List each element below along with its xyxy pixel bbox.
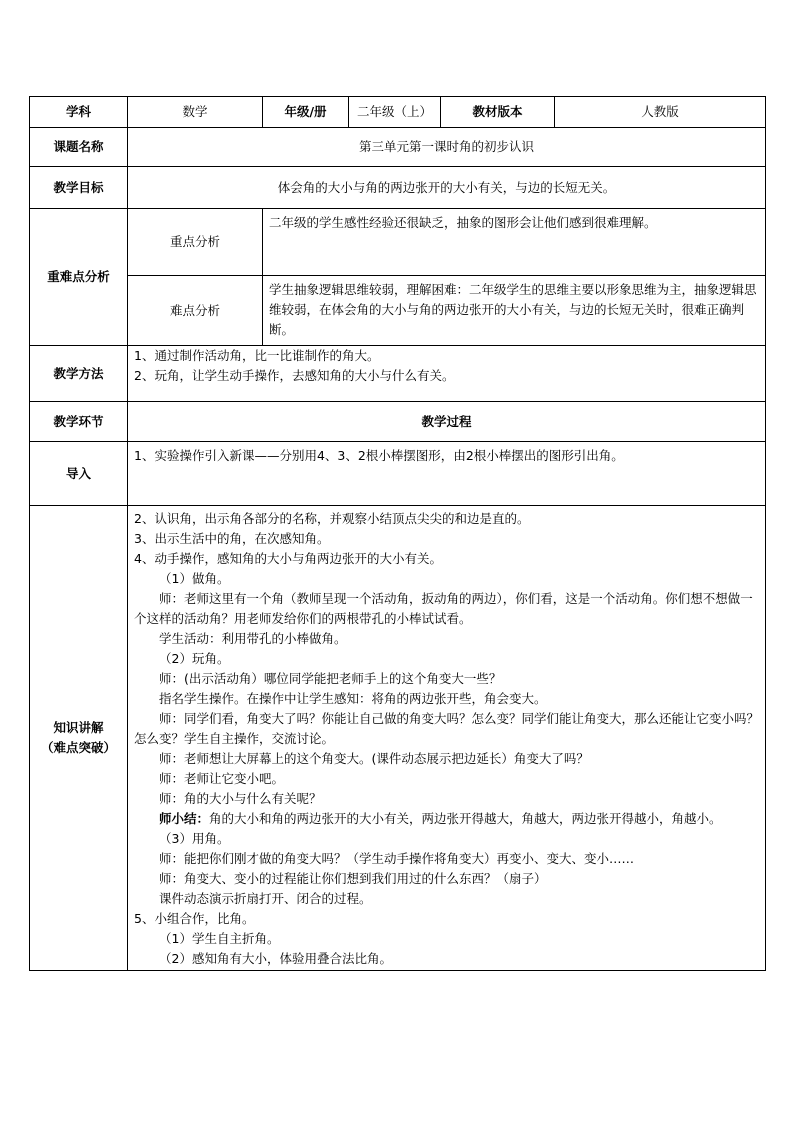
edition-label: 教材版本 (441, 97, 555, 128)
knowledge-line: （2）玩角。 (159, 651, 230, 666)
edition-value: 人教版 (555, 97, 766, 128)
knowledge-line: （2）感知角有大小，体验用叠合法比角。 (159, 951, 392, 966)
knowledge-line: 师：老师这里有一个角（教师呈现一个活动角，扳动角的两边），你们看，这是一个活动角。你们想不想做一个这样的活动角？用老师发给你们的两根带孔的小棒试试看。 (134, 591, 753, 626)
knowledge-line: 师：老师想让大屏幕上的这个角变大。(课件动态展示把边延长）角变大了吗？ (159, 751, 589, 766)
key-point-row (30, 209, 766, 276)
knowledge-label (30, 506, 128, 971)
key-point-text: 二年级的学生感性经验还很缺乏，抽象的图形会让他们感到很难理解。 (263, 209, 766, 276)
knowledge-line: 2、认识角，出示角各部分的名称，并观察小结顶点尖尖的和边是直的。 (134, 511, 530, 526)
hard-point-row (30, 276, 766, 346)
knowledge-line: 师：角变大、变小的过程能让你们想到我们用过的什么东西？（扇子） (159, 871, 547, 886)
knowledge-line: （1）学生自主折角。 (159, 931, 280, 946)
knowledge-line: 课件动态演示折扇打开、闭合的过程。 (159, 891, 372, 906)
intro-row (30, 442, 766, 506)
objective-row (30, 167, 766, 209)
method-label: 教学方法 (30, 346, 128, 402)
knowledge-line: （3）用角。 (159, 831, 230, 846)
lesson-plan-table (29, 96, 766, 971)
objective-value: 体会角的大小与角的两边张开的大小有关，与边的长短无关。 (128, 167, 766, 209)
knowledge-line: 师：老师让它变小吧。 (159, 771, 285, 786)
process-header-label: 教学环节 (30, 402, 128, 442)
grade-value: 二年级（上） (349, 97, 441, 128)
knowledge-line: 指名学生操作。在操作中让学生感知：将角的两边张开些，角会变大。 (159, 691, 547, 706)
intro-text: 1、实验操作引入新课——分别用4、3、2根小棒摆图形，由2根小棒摆出的图形引出角。 (128, 442, 766, 506)
method-row (30, 346, 766, 402)
knowledge-line: 4、动手操作，感知角的大小与角两边张开的大小有关。 (134, 551, 442, 566)
subject-label: 学科 (30, 97, 128, 128)
key-point-label: 重点分析 (128, 209, 263, 276)
knowledge-label-line1: 知识讲解 (53, 720, 104, 735)
teacher-summary (134, 809, 759, 829)
knowledge-label-line2: （难点突破） (40, 740, 116, 755)
knowledge-line: 师：角的大小与什么有关呢？ (159, 791, 322, 806)
difficulty-label: 重难点分析 (30, 209, 128, 346)
process-header-value: 教学过程 (128, 402, 766, 442)
lesson-title-label: 课题名称 (30, 128, 128, 167)
knowledge-line: 师：同学们看，角变大了吗？你能让自己做的角变大吗？怎么变？同学们能让角变大，那么还能让它变小吗？怎么变？学生自主操作，交流讨论。 (134, 711, 760, 746)
objective-label: 教学目标 (30, 167, 128, 209)
hard-point-label: 难点分析 (128, 276, 263, 346)
header-row (30, 97, 766, 128)
subject-value: 数学 (128, 97, 263, 128)
knowledge-content (128, 506, 766, 971)
grade-label: 年级/册 (263, 97, 349, 128)
knowledge-line: 3、出示生活中的角，在次感知角。 (134, 531, 330, 546)
method-content (128, 346, 766, 402)
method-line: 2、玩角，让学生动手操作，去感知角的大小与什么有关。 (134, 368, 455, 383)
summary-text: 角的大小和角的两边张开的大小有关，两边张开得越大，角越大，两边张开得越小，角越小。 (209, 811, 722, 826)
knowledge-line: 师：能把你们刚才做的角变大吗？（学生动手操作将角变大）再变小、变大、变小…… (159, 851, 635, 866)
hard-point-text: 学生抽象逻辑思维较弱，理解困难：二年级学生的思维主要以形象思维为主，抽象逻辑思维较弱，在体会角的大小与角的两边张开的大小有关，与边的长短无关时，很难正确判断。 (263, 276, 766, 346)
method-line: 1、通过制作活动角，比一比谁制作的角大。 (134, 348, 380, 363)
process-header-row (30, 402, 766, 442)
lesson-title-value: 第三单元第一课时角的初步认识 (128, 128, 766, 167)
intro-label: 导入 (30, 442, 128, 506)
knowledge-line: 5、小组合作，比角。 (134, 911, 255, 926)
knowledge-line: 学生活动：利用带孔的小棒做角。 (159, 631, 347, 646)
knowledge-line: 师：(出示活动角）哪位同学能把老师手上的这个角变大一些？ (159, 671, 502, 686)
knowledge-line: （1）做角。 (159, 571, 230, 586)
summary-label: 师小结： (159, 811, 210, 826)
knowledge-row (30, 506, 766, 971)
lesson-title-row (30, 128, 766, 167)
